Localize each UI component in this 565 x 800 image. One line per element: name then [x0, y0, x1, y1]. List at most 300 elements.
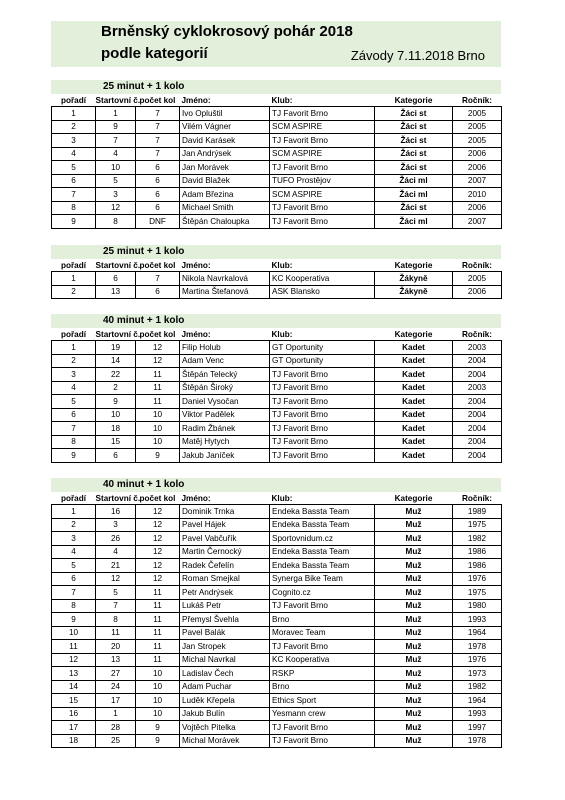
table-row [52, 215, 502, 229]
column-header: Ročník: [461, 329, 493, 339]
table-cell: Kadet [375, 422, 453, 436]
table-cell: Pavel Balák [180, 626, 270, 640]
column-header: Startovní č. [95, 329, 141, 339]
table-cell: 1 [96, 107, 136, 121]
table-cell: 1964 [453, 626, 502, 640]
table-cell: 7 [52, 188, 96, 202]
table-cell: TJ Favorit Brno [270, 395, 375, 409]
table-cell: 1 [52, 272, 96, 286]
table-cell: 25 [96, 734, 136, 748]
table-row [52, 572, 502, 586]
table-cell: 10 [136, 408, 180, 422]
table-cell: Radek Čefelín [180, 559, 270, 573]
table-cell: 9 [52, 215, 96, 229]
table-cell: Endeka Bassta Team [270, 518, 375, 532]
table-cell: 3 [96, 518, 136, 532]
table-cell: 13 [96, 653, 136, 667]
table-cell: Brno [270, 680, 375, 694]
table-cell: 6 [52, 408, 96, 422]
table-cell: 1978 [453, 640, 502, 654]
table-cell: Moravec Team [270, 626, 375, 640]
table-cell: TUFO Prostějov [270, 174, 375, 188]
table-cell: Pavel Vabčuřík [180, 532, 270, 546]
results-table [51, 259, 502, 299]
table-cell: Muž [375, 572, 453, 586]
table-cell: Jakub Bulín [180, 707, 270, 721]
table-cell: Vojtěch Pitelka [180, 721, 270, 735]
table-row [52, 532, 502, 546]
table-cell: GT Oportunity [270, 354, 375, 368]
table-cell: Michal Navrkal [180, 653, 270, 667]
table-row [52, 134, 502, 148]
table-cell: 5 [52, 161, 96, 175]
table-cell: 1976 [453, 653, 502, 667]
table-cell: 11 [136, 381, 180, 395]
column-header: Klub: [271, 329, 293, 339]
table-cell: 9 [52, 613, 96, 627]
table-cell: Kadet [375, 449, 453, 463]
table-cell: TJ Favorit Brno [270, 134, 375, 148]
column-header: pořadí [60, 329, 87, 339]
table-cell: TJ Favorit Brno [270, 368, 375, 382]
table-cell: Žáci ml [375, 188, 453, 202]
table-cell: 2005 [453, 107, 502, 121]
table-cell: 2006 [453, 285, 502, 299]
table-cell: 20 [96, 640, 136, 654]
table-cell: Jan Andrýsek [180, 147, 270, 161]
column-header: počet kol [139, 329, 176, 339]
table-cell: 4 [52, 147, 96, 161]
results-table [51, 94, 502, 229]
table-cell: Muž [375, 559, 453, 573]
table-cell: David Blažek [180, 174, 270, 188]
results-section [51, 80, 501, 229]
table-cell: 2003 [453, 341, 502, 355]
column-header: Jméno: [181, 493, 211, 503]
table-cell: Žákyně [375, 285, 453, 299]
table-cell: Muž [375, 653, 453, 667]
table-cell: 11 [136, 599, 180, 613]
table-cell: 6 [136, 188, 180, 202]
column-header: Jméno: [181, 329, 211, 339]
table-cell: 2007 [453, 174, 502, 188]
table-cell: 28 [96, 721, 136, 735]
table-cell: 6 [136, 161, 180, 175]
table-cell: Žáci st [375, 161, 453, 175]
table-cell: 7 [136, 272, 180, 286]
table-row [52, 449, 502, 463]
table-cell: Ethics Sport [270, 694, 375, 708]
table-cell: TJ Favorit Brno [270, 381, 375, 395]
table-row [52, 354, 502, 368]
table-cell: Kadet [375, 435, 453, 449]
table-cell: 1964 [453, 694, 502, 708]
table-cell: 11 [136, 586, 180, 600]
table-cell: Ladislav Čech [180, 667, 270, 681]
table-cell: 14 [96, 354, 136, 368]
table-cell: ASK Blansko [270, 285, 375, 299]
table-cell: 2005 [453, 120, 502, 134]
table-row [52, 653, 502, 667]
column-header: pořadí [60, 493, 87, 503]
table-cell: 2006 [453, 147, 502, 161]
table-cell: 2004 [453, 368, 502, 382]
table-cell: 26 [96, 532, 136, 546]
column-header: Ročník: [461, 95, 493, 105]
table-cell: 11 [136, 613, 180, 627]
column-header: Kategorie [394, 95, 433, 105]
table-cell: Kadet [375, 408, 453, 422]
table-cell: Muž [375, 586, 453, 600]
table-cell: TJ Favorit Brno [270, 161, 375, 175]
table-cell: 1 [52, 341, 96, 355]
table-cell: TJ Favorit Brno [270, 215, 375, 229]
table-cell: Cognito.cz [270, 586, 375, 600]
column-header: počet kol [139, 95, 176, 105]
table-cell: Pavel Hájek [180, 518, 270, 532]
table-row [52, 381, 502, 395]
table-cell: Martin Černocký [180, 545, 270, 559]
column-header: Ročník: [461, 260, 493, 270]
table-cell: 12 [96, 201, 136, 215]
table-cell: Luděk Křepela [180, 694, 270, 708]
table-row [52, 174, 502, 188]
table-cell: 10 [136, 667, 180, 681]
table-cell: 12 [136, 518, 180, 532]
table-cell: 2010 [453, 188, 502, 202]
section-title: 25 minut + 1 kolo [51, 245, 501, 259]
table-cell: 14 [52, 680, 96, 694]
table-cell: SCM ASPIRE [270, 120, 375, 134]
table-cell: 18 [52, 734, 96, 748]
table-cell: 1989 [453, 505, 502, 519]
table-cell: Dominik Trnka [180, 505, 270, 519]
table-cell: 10 [136, 680, 180, 694]
table-cell: 10 [96, 408, 136, 422]
table-cell: Jakub Janíček [180, 449, 270, 463]
table-cell: David Karásek [180, 134, 270, 148]
table-cell: Muž [375, 599, 453, 613]
table-cell: 8 [96, 215, 136, 229]
table-cell: Viktor Padělek [180, 408, 270, 422]
table-cell: KC Kooperativa [270, 653, 375, 667]
table-row [52, 613, 502, 627]
table-cell: 22 [96, 368, 136, 382]
table-cell: 15 [96, 435, 136, 449]
table-cell: Adam Březina [180, 188, 270, 202]
table-row [52, 147, 502, 161]
results-section [51, 245, 501, 299]
table-cell: 13 [52, 667, 96, 681]
race-info: Závody 7.11.2018 Brno [350, 48, 485, 63]
table-row [52, 694, 502, 708]
table-cell: Štěpán Chaloupka [180, 215, 270, 229]
table-cell: 1975 [453, 518, 502, 532]
table-cell: Muž [375, 734, 453, 748]
table-cell: TJ Favorit Brno [270, 422, 375, 436]
column-header: Klub: [271, 260, 293, 270]
table-cell: 7 [136, 107, 180, 121]
table-cell: 16 [96, 505, 136, 519]
table-cell: Kadet [375, 381, 453, 395]
column-header: Startovní č. [95, 95, 141, 105]
table-cell: Matěj Hytych [180, 435, 270, 449]
table-cell: Žáci ml [375, 215, 453, 229]
table-cell: 16 [52, 707, 96, 721]
table-cell: 19 [96, 341, 136, 355]
table-row [52, 201, 502, 215]
table-cell: TJ Favorit Brno [270, 408, 375, 422]
table-cell: 1980 [453, 599, 502, 613]
section-title: 25 minut + 1 kolo [51, 80, 501, 94]
table-cell: Jan Stropek [180, 640, 270, 654]
table-cell: Nikola Navrkalová [180, 272, 270, 286]
column-header: Startovní č. [95, 260, 141, 270]
table-header-row [52, 259, 502, 272]
document-header [51, 21, 501, 67]
table-cell: 13 [96, 285, 136, 299]
table-cell: Muž [375, 640, 453, 654]
table-cell: Muž [375, 626, 453, 640]
table-cell: 2004 [453, 449, 502, 463]
table-cell: 9 [96, 395, 136, 409]
table-cell: 7 [96, 599, 136, 613]
column-header: Startovní č. [95, 493, 141, 503]
table-cell: 17 [52, 721, 96, 735]
document-subtitle: podle kategorií [101, 45, 208, 62]
table-cell: Muž [375, 545, 453, 559]
column-header: pořadí [60, 95, 87, 105]
table-cell: 3 [52, 532, 96, 546]
table-cell: Lukáš Petr [180, 599, 270, 613]
table-cell: 6 [136, 201, 180, 215]
table-cell: Michal Morávek [180, 734, 270, 748]
table-cell: 10 [136, 435, 180, 449]
table-cell: 2004 [453, 395, 502, 409]
table-row [52, 285, 502, 299]
table-cell: 12 [52, 653, 96, 667]
table-cell: 11 [136, 640, 180, 654]
table-cell: 11 [136, 395, 180, 409]
table-cell: 7 [136, 134, 180, 148]
results-section [51, 478, 501, 748]
table-cell: 27 [96, 667, 136, 681]
table-row [52, 626, 502, 640]
table-cell: 9 [52, 449, 96, 463]
table-cell: Martina Štefanová [180, 285, 270, 299]
table-cell: 1 [52, 107, 96, 121]
table-cell: 4 [96, 147, 136, 161]
table-cell: 10 [136, 694, 180, 708]
table-cell: Štěpán Široký [180, 381, 270, 395]
table-header-row [52, 328, 502, 341]
column-header: Klub: [271, 95, 293, 105]
results-section [51, 314, 501, 463]
table-cell: 18 [96, 422, 136, 436]
table-cell: 24 [96, 680, 136, 694]
table-cell: Žáci st [375, 147, 453, 161]
table-row [52, 599, 502, 613]
table-cell: 7 [52, 422, 96, 436]
table-cell: 10 [136, 422, 180, 436]
table-cell: 2004 [453, 408, 502, 422]
table-cell: 8 [52, 599, 96, 613]
table-cell: 1993 [453, 707, 502, 721]
table-cell: 2006 [453, 161, 502, 175]
table-cell: Brno [270, 613, 375, 627]
table-cell: Žáci st [375, 107, 453, 121]
table-cell: Muž [375, 680, 453, 694]
table-cell: 1986 [453, 559, 502, 573]
table-cell: 12 [136, 341, 180, 355]
table-cell: Žáci st [375, 201, 453, 215]
table-cell: Muž [375, 505, 453, 519]
table-cell: Žáci ml [375, 174, 453, 188]
document-title: Brněnský cyklokrosový pohár 2018 [101, 23, 353, 40]
table-cell: 1 [96, 707, 136, 721]
table-cell: Roman Smejkal [180, 572, 270, 586]
table-cell: 9 [136, 734, 180, 748]
table-cell: 6 [136, 174, 180, 188]
table-header-row [52, 492, 502, 505]
table-cell: 6 [96, 449, 136, 463]
table-cell: Petr Andrýsek [180, 586, 270, 600]
table-cell: 11 [136, 368, 180, 382]
table-cell: Muž [375, 721, 453, 735]
table-cell: 7 [96, 134, 136, 148]
table-cell: 12 [136, 559, 180, 573]
table-row [52, 505, 502, 519]
table-cell: 2003 [453, 381, 502, 395]
table-cell: TJ Favorit Brno [270, 201, 375, 215]
table-cell: Štěpán Telecký [180, 368, 270, 382]
table-cell: 7 [136, 147, 180, 161]
table-row [52, 368, 502, 382]
table-cell: Yesmann crew [270, 707, 375, 721]
results-table [51, 492, 502, 748]
table-cell: TJ Favorit Brno [270, 599, 375, 613]
table-cell: 2 [52, 285, 96, 299]
table-cell: Žáci st [375, 120, 453, 134]
table-cell: 12 [136, 545, 180, 559]
table-cell: Radim Žbánek [180, 422, 270, 436]
table-cell: Synerga Bike Team [270, 572, 375, 586]
table-row [52, 107, 502, 121]
table-cell: 2006 [453, 201, 502, 215]
table-cell: 2004 [453, 422, 502, 436]
table-row [52, 161, 502, 175]
table-cell: 5 [52, 395, 96, 409]
table-header-row [52, 94, 502, 107]
table-cell: TJ Favorit Brno [270, 107, 375, 121]
table-cell: 9 [96, 120, 136, 134]
table-row [52, 707, 502, 721]
table-cell: TJ Favorit Brno [270, 734, 375, 748]
table-cell: 3 [52, 134, 96, 148]
table-cell: 12 [136, 505, 180, 519]
table-row [52, 341, 502, 355]
table-row [52, 721, 502, 735]
table-row [52, 422, 502, 436]
section-title: 40 minut + 1 kolo [51, 314, 501, 328]
table-cell: 2 [52, 354, 96, 368]
column-header: Jméno: [181, 95, 211, 105]
table-row [52, 272, 502, 286]
table-cell: 2 [52, 120, 96, 134]
table-cell: 7 [136, 120, 180, 134]
table-cell: Kadet [375, 395, 453, 409]
table-cell: 1997 [453, 721, 502, 735]
table-cell: 3 [96, 188, 136, 202]
table-cell: Žáci st [375, 134, 453, 148]
table-cell: 12 [136, 572, 180, 586]
table-cell: Kadet [375, 341, 453, 355]
table-cell: 1976 [453, 572, 502, 586]
column-header: Kategorie [394, 329, 433, 339]
table-cell: 2004 [453, 435, 502, 449]
table-cell: 5 [96, 174, 136, 188]
section-title: 40 minut + 1 kolo [51, 478, 501, 492]
table-cell: 4 [96, 545, 136, 559]
table-cell: 5 [96, 586, 136, 600]
table-cell: TJ Favorit Brno [270, 435, 375, 449]
table-row [52, 667, 502, 681]
table-cell: 6 [52, 174, 96, 188]
column-header: počet kol [139, 260, 176, 270]
table-cell: TJ Favorit Brno [270, 640, 375, 654]
table-cell: 2005 [453, 272, 502, 286]
table-row [52, 586, 502, 600]
table-cell: 11 [96, 626, 136, 640]
table-row [52, 545, 502, 559]
table-cell: KC Kooperativa [270, 272, 375, 286]
table-cell: 15 [52, 694, 96, 708]
table-cell: Adam Puchar [180, 680, 270, 694]
table-cell: 12 [136, 532, 180, 546]
table-cell: Muž [375, 707, 453, 721]
table-cell: Daniel Vysočan [180, 395, 270, 409]
column-header: počet kol [139, 493, 176, 503]
table-cell: 5 [52, 559, 96, 573]
table-cell: 8 [52, 435, 96, 449]
table-cell: 17 [96, 694, 136, 708]
table-cell: 10 [96, 161, 136, 175]
table-cell: Muž [375, 613, 453, 627]
table-row [52, 518, 502, 532]
table-cell: 21 [96, 559, 136, 573]
table-cell: 11 [136, 626, 180, 640]
column-header: Kategorie [394, 260, 433, 270]
table-row [52, 435, 502, 449]
table-cell: 11 [136, 653, 180, 667]
table-cell: Kadet [375, 368, 453, 382]
table-cell: Kadet [375, 354, 453, 368]
table-cell: 2004 [453, 354, 502, 368]
table-cell: 8 [52, 201, 96, 215]
results-table [51, 328, 502, 463]
table-cell: 2007 [453, 215, 502, 229]
table-row [52, 640, 502, 654]
table-cell: 10 [136, 707, 180, 721]
table-cell: Endeka Bassta Team [270, 559, 375, 573]
table-cell: 2 [96, 381, 136, 395]
table-cell: RSKP [270, 667, 375, 681]
table-cell: DNF [136, 215, 180, 229]
table-cell: 12 [136, 354, 180, 368]
table-row [52, 120, 502, 134]
table-cell: Michael Smith [180, 201, 270, 215]
table-cell: Žákyně [375, 272, 453, 286]
